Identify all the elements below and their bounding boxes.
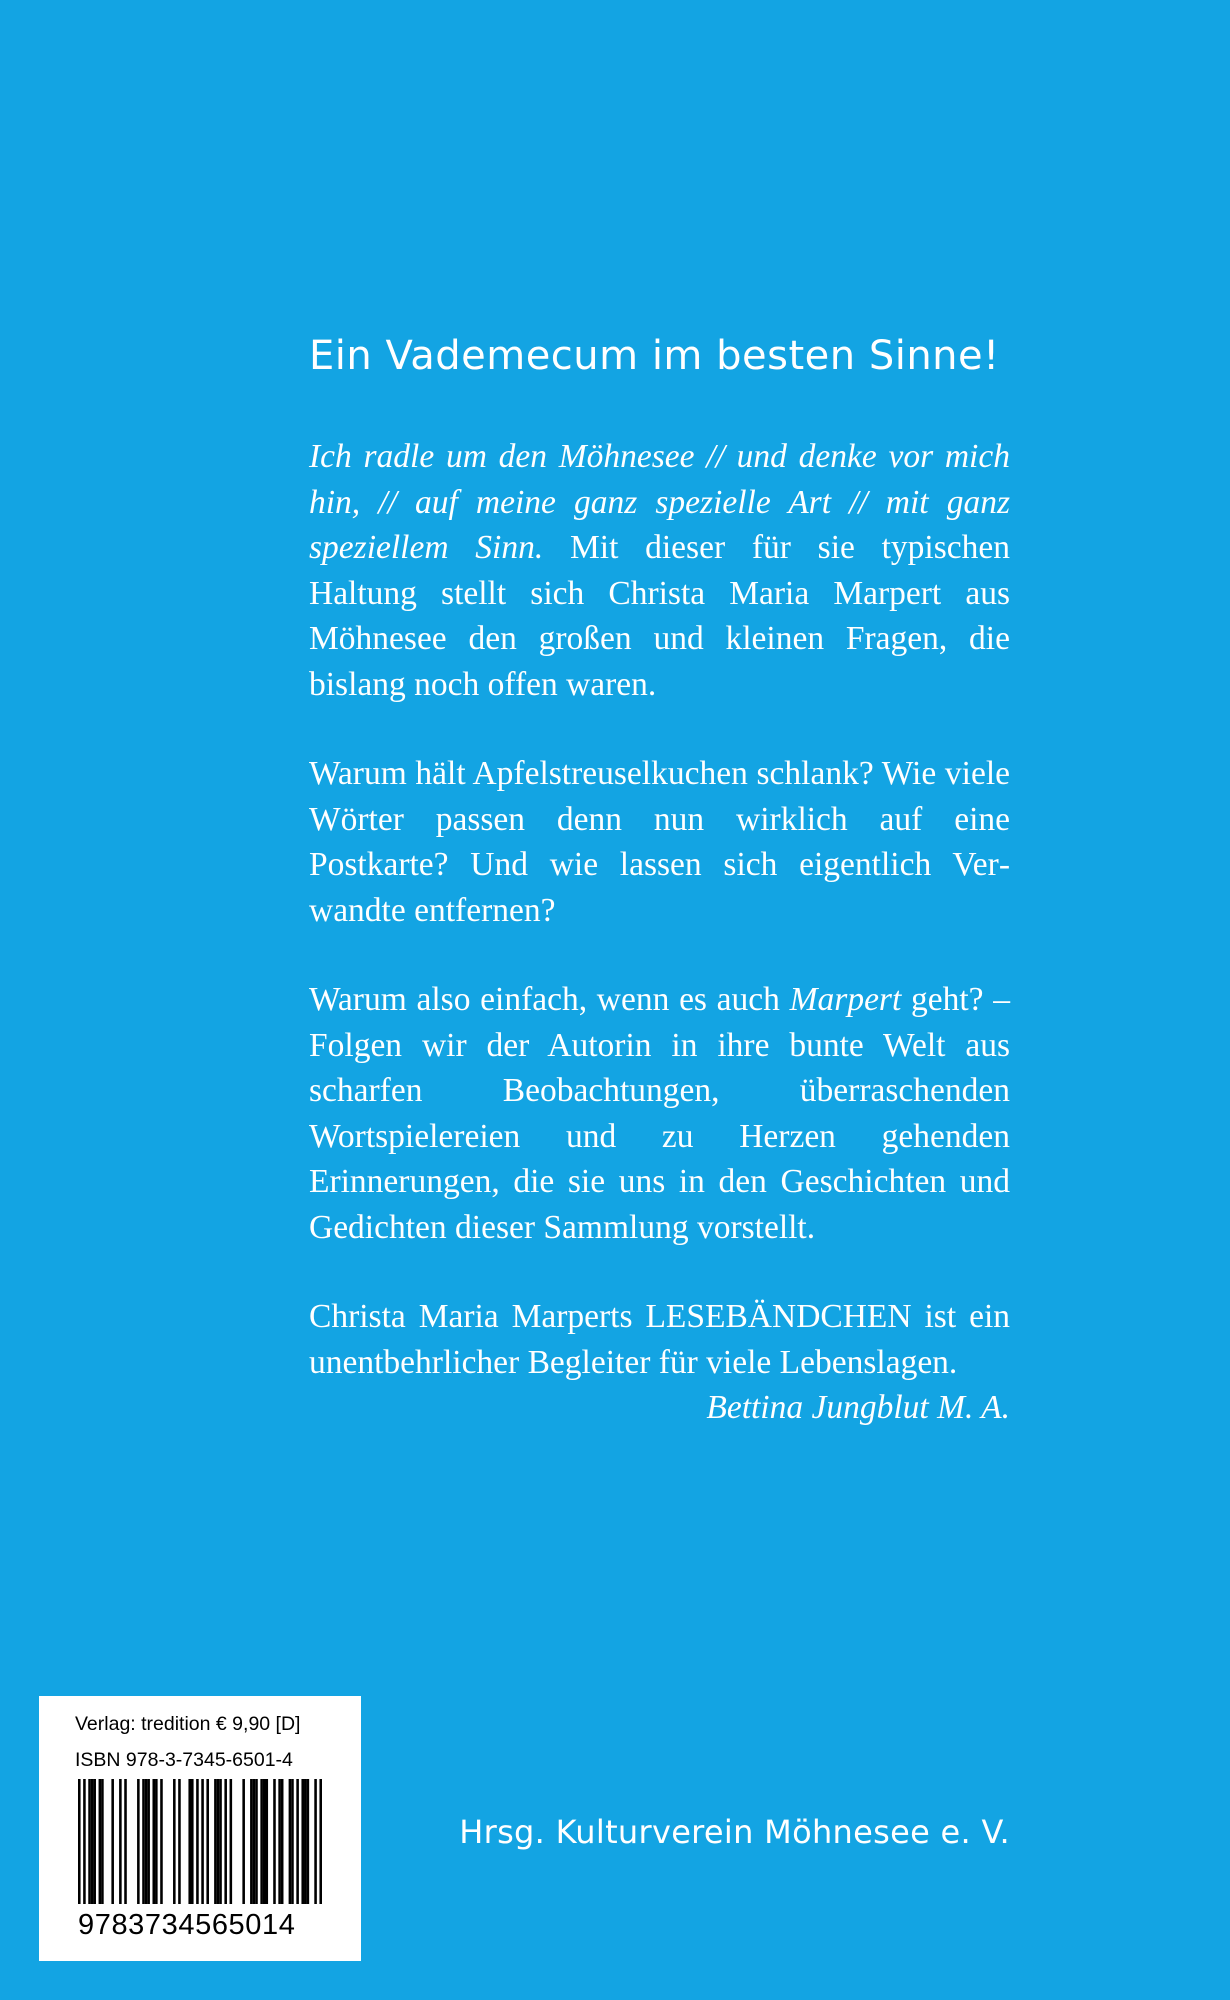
blurb-text-block: [309, 326, 1010, 1430]
barcode-bar: [265, 1779, 268, 1904]
barcode-bar: [201, 1779, 204, 1904]
paragraph-4: Christa Maria Marperts LESEBÄNDCHEN ist ein unentbehrlicher Begleiter für viele Lebenslagen.: [309, 1298, 1010, 1381]
barcode-bar: [173, 1779, 176, 1904]
barcode-bar: [78, 1779, 81, 1904]
barcode-bar: [206, 1779, 209, 1904]
barcode-bar: [137, 1779, 140, 1904]
barcode-bar: [255, 1779, 258, 1904]
barcode-bar: [124, 1779, 127, 1904]
barcode-bar: [93, 1779, 96, 1904]
barcode-bar: [91, 1779, 94, 1904]
barcode-bar: [178, 1779, 181, 1904]
publisher-price-line: Verlag: tredition € 9,90 [D]: [75, 1713, 301, 1735]
barcode-bar: [301, 1779, 304, 1904]
barcode-bar: [142, 1779, 145, 1904]
barcode-bar: [291, 1779, 294, 1904]
paragraph-3-italic: Marpert: [789, 981, 902, 1018]
barcode-box: [39, 1696, 361, 1961]
barcode-bar: [250, 1779, 253, 1904]
poem-quote: Ich radle um den Möhnesee // und denke vor mich hin, // auf meine ganz spezielle Art // mit ganz speziellem Sinn.: [309, 438, 1010, 566]
barcode-bar: [99, 1779, 102, 1904]
publisher-credit: Hrsg. Kulturverein Möhnesee e. V.: [459, 1813, 1010, 1851]
barcode-bar: [263, 1779, 266, 1904]
barcode-bar: [188, 1779, 191, 1904]
barcode-bar: [307, 1779, 310, 1904]
barcode-bar: [83, 1779, 86, 1904]
barcode-bar: [160, 1779, 163, 1904]
signature: Bettina Jungblut M. A.: [706, 1389, 1010, 1426]
barcode-bar: [319, 1779, 322, 1904]
paragraph-1-text: Mit dieser für sie typischen Haltung stellt sich Christa Maria Marpert aus Möhnesee den großen und kleinen Fragen, die bislang noch offen waren.: [309, 529, 1010, 703]
paragraph-2: Warum hält Apfelstreuselkuchen schlank? Wie viele Wörter passen denn nun wirklich auf eine Postkarte? Und wie lassen sich eigentlich Verwandte entfernen?: [309, 755, 1010, 929]
barcode-number: 9783734565014: [78, 1909, 296, 1941]
barcode-bar: [296, 1779, 299, 1904]
paragraph-3-before: Warum also einfach, wenn es auch: [309, 981, 790, 1018]
barcode-bar: [304, 1779, 307, 1904]
barcode-bar: [260, 1779, 263, 1904]
barcode-bar: [278, 1779, 281, 1904]
barcode-bar: [119, 1779, 122, 1904]
barcode-bar: [224, 1779, 227, 1904]
barcode-bar: [230, 1779, 233, 1904]
barcode-bar: [111, 1779, 114, 1904]
barcode-bar: [155, 1779, 158, 1904]
barcode-bar: [214, 1779, 217, 1904]
barcode-bar: [191, 1779, 194, 1904]
barcode-bar: [314, 1779, 317, 1904]
barcode-bar: [196, 1779, 199, 1904]
barcode-icon: [78, 1779, 322, 1904]
barcode-bar: [145, 1779, 148, 1904]
barcode-bar: [88, 1779, 91, 1904]
barcode-bar: [152, 1779, 155, 1904]
barcode-bar: [289, 1779, 292, 1904]
paragraph-1: [309, 434, 1010, 707]
isbn-text: ISBN 978-3-7345-6501-4: [75, 1749, 293, 1771]
barcode-bar: [147, 1779, 150, 1904]
barcode-bar: [273, 1779, 276, 1904]
paragraph-3: [309, 977, 1010, 1250]
paragraph-3-after: geht? – Folgen wir der Autorin in ihre bunte Welt aus scharfen Beobachtungen, überraschenden Wortspielereien und zu Herzen gehenden Erinnerungen, die sie uns in den Geschichten und Gedichten dieser Sammlung vorstellt.: [309, 981, 1010, 1246]
barcode-bar: [281, 1779, 284, 1904]
barcode-bar: [242, 1779, 245, 1904]
barcode-bar: [217, 1779, 220, 1904]
headline: Ein Vademecum im besten Sinne!: [309, 333, 1000, 379]
barcode-bar: [101, 1779, 104, 1904]
barcode-bar: [253, 1779, 256, 1904]
barcode-bar: [219, 1779, 222, 1904]
